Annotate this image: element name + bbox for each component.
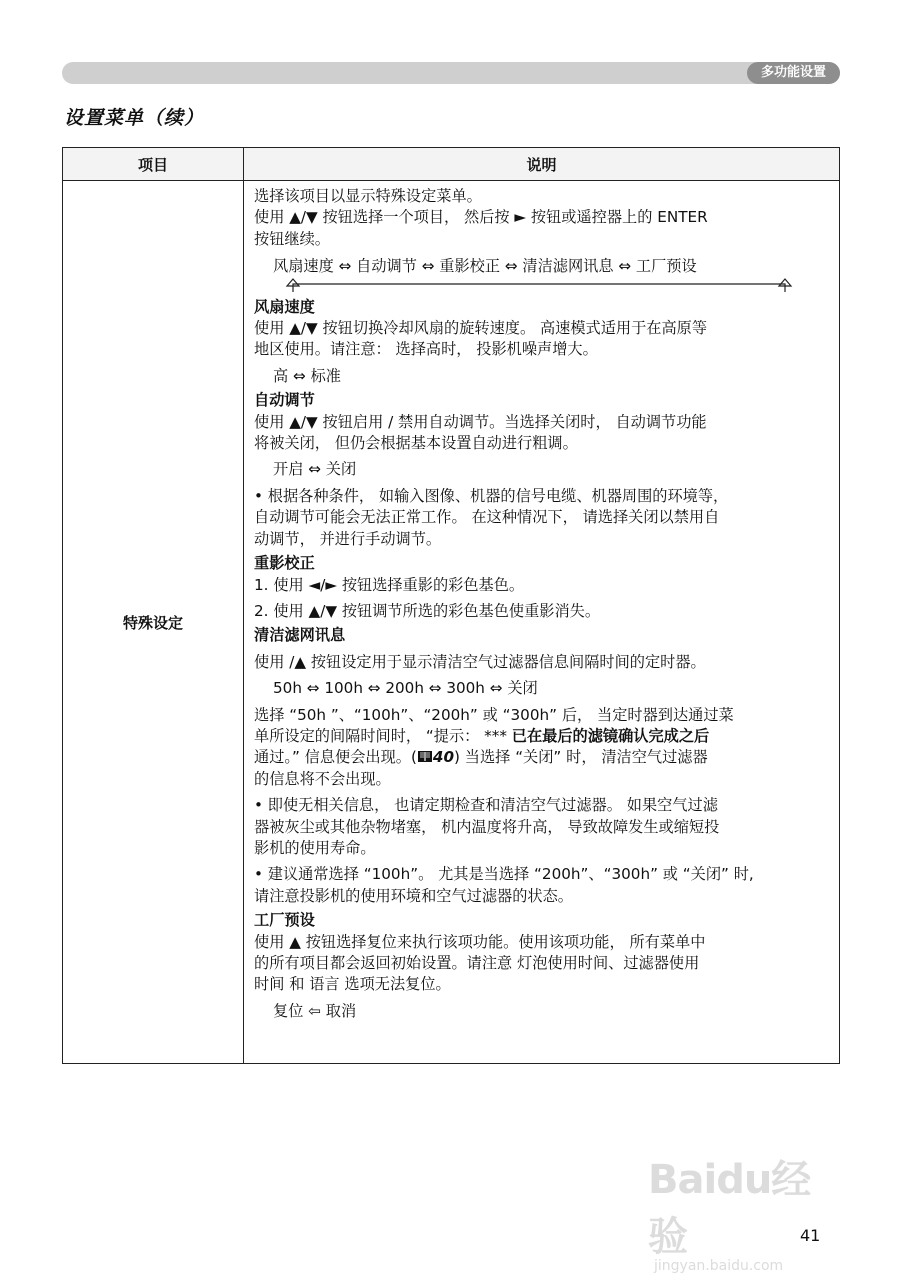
message-text: 已在最后的滤镜确认完成之后 [511, 726, 710, 745]
header-bar [62, 62, 840, 84]
desc-line [254, 726, 831, 747]
watermark-url: jingyan.baidu.com [654, 1258, 784, 1274]
desc-line [254, 747, 831, 768]
factory-reset-heading: 工厂预设 [254, 911, 315, 930]
desc-line: 1. 使用 ◄/► 按钮选择重影的彩色基色。 [254, 575, 525, 594]
desc-line: • 建议通常选择 “100h”。 尤其是当选择 “200h”、“300h” 或 “关闭” 时, [254, 865, 754, 884]
desc-line: 将被关闭， 但仍会根据基本设置自动进行粗调。 [254, 434, 578, 453]
desc-line: 使用 /▲ 按钮设定用于显示清洁空气过滤器信息间隔时间的定时器。 [254, 652, 706, 671]
desc-line: 请注意投影机的使用环境和空气过滤器的状态。 [254, 886, 573, 905]
item-name: 特殊设定 [63, 181, 244, 1064]
desc-line: 使用 ▲ 按钮选择复位来执行该项功能。使用该项功能， 所有菜单中 [254, 932, 706, 951]
desc-line: 选择该项目以显示特殊设定菜单。 [254, 187, 482, 205]
desc-line: 器被灰尘或其他杂物堵塞， 机内温度将升高， 导致故障发生或缩短投 [254, 817, 720, 836]
desc-line: 影机的使用寿命。 [254, 838, 376, 857]
desc-line: 使用 ▲/▼ 按钮启用 / 禁用自动调节。当选择关闭时， 自动调节功能 [254, 412, 707, 431]
desc-line: 使用 ▲/▼ 按钮切换冷却风扇的旋转速度。 高速模式适用于在高原等 [254, 319, 708, 338]
fan-speed-options: 高 ⇔ 标准 [273, 366, 341, 385]
filter-message-heading: 清洁滤网讯息 [254, 626, 346, 645]
column-header-item: 项目 [63, 148, 244, 181]
return-arrow-icon [279, 278, 799, 294]
cycle-return-arrow [254, 278, 831, 294]
book-icon [417, 747, 433, 768]
desc-line: 时间 和 语言 选项无法复位。 [254, 975, 451, 994]
desc-line: 的信息将不会出现。 [254, 769, 391, 788]
filter-options: 50h ⇔ 100h ⇔ 200h ⇔ 300h ⇔ 关闭 [273, 679, 538, 698]
desc-line: 使用 ▲/▼ 按钮选择一个项目， 然后按 ► 按钮或遥控器上的 ENTER [254, 208, 708, 227]
factory-reset-options: 复位 ⇦ 取消 [273, 1001, 357, 1020]
page-number: 41 [800, 1226, 821, 1245]
auto-adjust-options: 开启 ⇔ 关闭 [273, 460, 357, 479]
desc-line: • 即使无相关信息， 也请定期检查和清洁空气过滤器。 如果空气过滤 [254, 796, 718, 815]
desc-line: 2. 使用 ▲/▼ 按钮调节所选的彩色基色使重影消失。 [254, 601, 601, 620]
ghost-heading: 重影校正 [254, 554, 315, 573]
page-reference: 40 [432, 748, 455, 767]
desc-line: • 根据各种条件， 如输入图像、机器的信号电缆、机器周围的环境等， [254, 486, 729, 505]
desc-line: 按钮继续。 [254, 229, 330, 248]
section-label: 多功能设置 [747, 62, 840, 84]
text: ) 当选择 “关闭” 时， 清洁空气过滤器 [454, 748, 708, 767]
menu-cycle: 风扇速度 ⇔ 自动调节 ⇔ 重影校正 ⇔ 清洁滤网讯息 ⇔ 工厂预设 [273, 257, 697, 276]
column-header-description: 说明 [244, 148, 840, 181]
page-title: 设置菜单（续） [64, 107, 205, 129]
settings-table [62, 147, 840, 1064]
watermark-logo: Baidu经验 [648, 1157, 811, 1260]
text: 单所设定的间隔时间时， “提示： *** [254, 726, 512, 745]
desc-line: 的所有项目都会返回初始设置。请注意 灯泡使用时间、过滤器使用 [254, 954, 700, 972]
description-cell [244, 181, 840, 1064]
desc-line: 动调节， 并进行手动调节。 [254, 529, 442, 548]
desc-line: 自动调节可能会无法正常工作。 在这种情况下， 请选择关闭以禁用自 [254, 508, 720, 527]
table-row [63, 181, 840, 1064]
fan-speed-heading: 风扇速度 [254, 297, 315, 316]
desc-line: 选择 “50h ”、“100h”、“200h” 或 “300h” 后， 当定时器到达通过菜 [254, 705, 734, 724]
text: 通过。” 信息便会出现。( [254, 748, 417, 767]
desc-line: 地区使用。请注意： 选择高时， 投影机噪声增大。 [254, 340, 598, 359]
table-header-row [63, 148, 840, 181]
auto-adjust-heading: 自动调节 [254, 391, 315, 410]
